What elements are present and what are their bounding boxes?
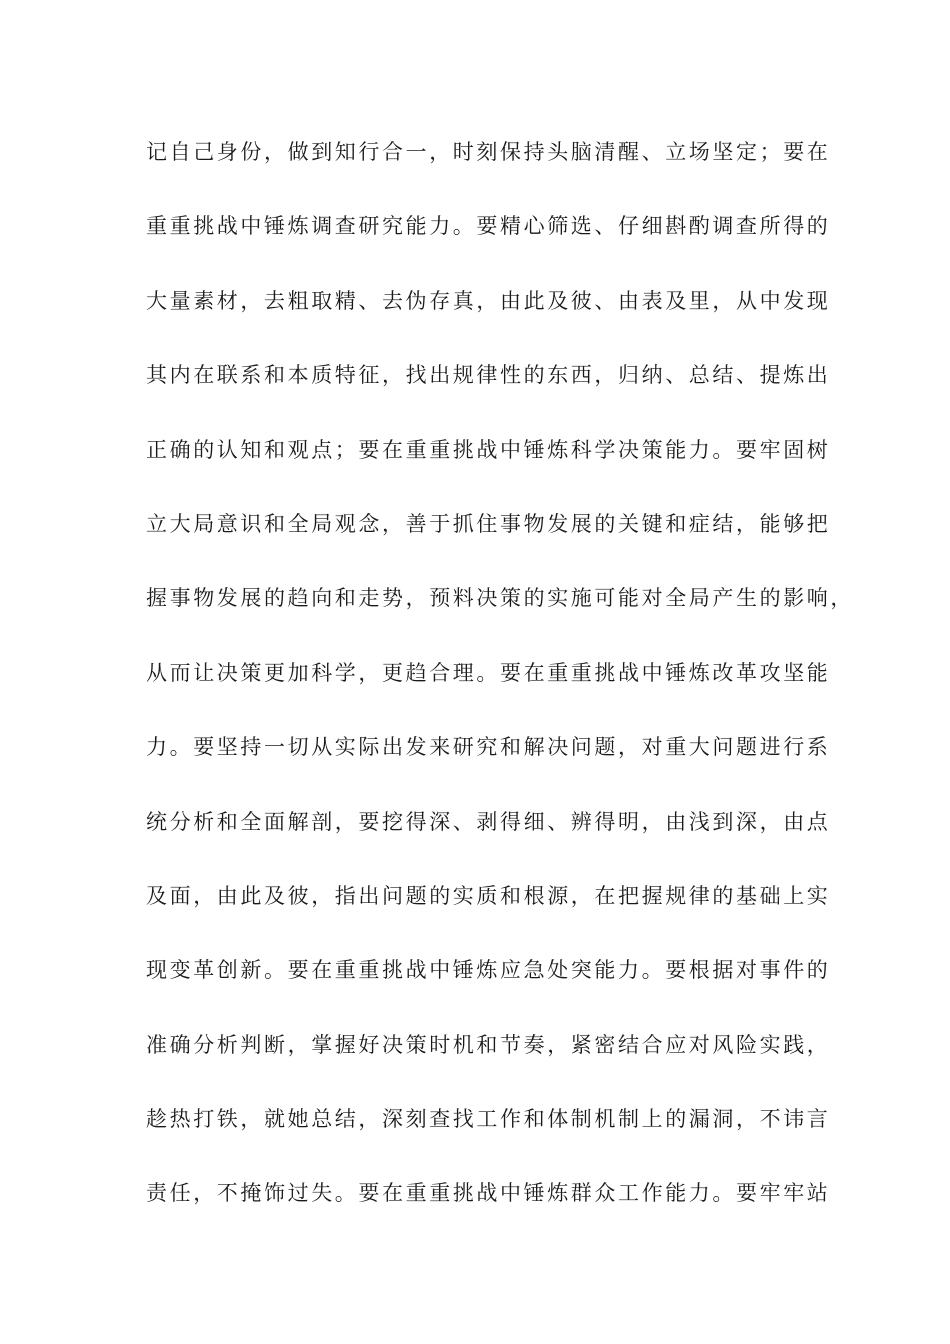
text-line-5: 正确的认知和观点；要在重重挑战中锤炼科学决策能力。要牢固树 bbox=[146, 437, 831, 462]
text-line-12: 现变革创新。要在重重挑战中锤炼应急处突能力。要根据对事件的 bbox=[146, 958, 831, 983]
text-line-14: 趁热打铁，就她总结，深刻查找工作和体制机制上的漏洞，不讳言 bbox=[146, 1107, 831, 1132]
text-line-8: 从而让决策更加科学，更趋合理。要在重重挑战中锤炼改革攻坚能 bbox=[146, 660, 831, 685]
text-line-7: 握事物发展的趋向和走势，预料决策的实施可能对全局产生的影响， bbox=[146, 586, 854, 611]
text-line-9: 力。要坚持一切从实际出发来研究和解决问题，对重大问题进行系 bbox=[146, 735, 831, 760]
text-line-11: 及面，由此及彼，指出问题的实质和根源，在把握规律的基础上实 bbox=[146, 883, 831, 908]
text-line-10: 统分析和全面解剖，要挖得深、剥得细、辨得明，由浅到深，由点 bbox=[146, 809, 831, 834]
text-line-3: 大量素材，去粗取精、去伪存真，由此及彼、由表及里，从中发现 bbox=[146, 288, 831, 313]
text-line-6: 立大局意识和全局观念，善于抓住事物发展的关键和症结，能够把 bbox=[146, 511, 831, 536]
text-line-15: 责任，不掩饰过失。要在重重挑战中锤炼群众工作能力。要牢牢站 bbox=[146, 1181, 831, 1206]
text-line-13: 准确分析判断，掌握好决策时机和节奏，紧密结合应对风险实践， bbox=[146, 1032, 831, 1057]
text-line-1: 记自己身份，做到知行合一，时刻保持头脑清醒、立场坚定；要在 bbox=[146, 140, 831, 164]
body-paragraph bbox=[146, 130, 854, 1246]
text-line-2: 重重挑战中锤炼调查研究能力。要精心筛选、仔细斟酌调查所得的 bbox=[146, 214, 831, 239]
text-line-4: 其内在联系和本质特征，找出规律性的东西，归纳、总结、提炼出 bbox=[146, 363, 831, 388]
